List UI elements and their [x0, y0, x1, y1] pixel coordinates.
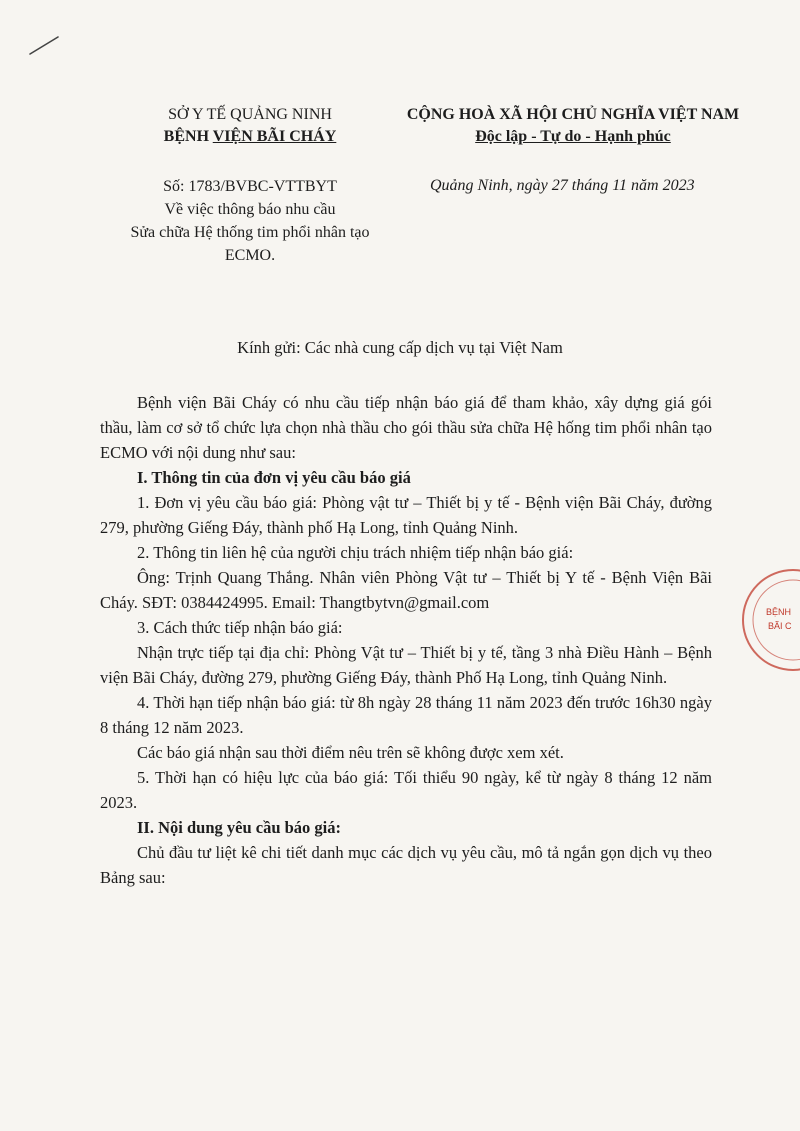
section1-item4: 4. Thời hạn tiếp nhận báo giá: từ 8h ngày 28 tháng 11 năm 2023 đến trước 16h30 ngày 8 tháng 12 năm 2023.: [100, 693, 712, 737]
document-number: Số: 1783/BVBC-VTTBYT: [163, 178, 337, 195]
stamp-text-1: BỆNH: [766, 607, 792, 617]
header-right: [378, 104, 768, 148]
document-reference: [80, 175, 420, 267]
national-motto: Độc lập - Tự do - Hạnh phúc: [475, 128, 671, 145]
subject-line-1: Về việc thông báo nhu cầu: [164, 201, 336, 218]
intro-paragraph: Bệnh viện Bãi Cháy có nhu cầu tiếp nhận báo giá để tham khảo, xây dựng giá gói thầu, làm cơ sở tổ chức lựa chọn nhà thầu cho gói thầu sửa chữa Hệ hống tim phổi nhân tạo ECMO với nội dung như sau:: [100, 393, 712, 462]
subject-line-3: ECMO.: [224, 247, 276, 264]
document-date: Quảng Ninh, ngày 27 tháng 11 năm 2023: [430, 177, 695, 194]
subject-line-2: Sửa chữa Hệ thống tim phổi nhân tạo: [130, 224, 370, 241]
hospital-name: BỆNH VIỆN BÃI CHÁY: [163, 128, 337, 145]
department-name: SỞ Y TẾ QUẢNG NINH: [168, 106, 332, 123]
section1-item2: 2. Thông tin liên hệ của người chịu trách nhiệm tiếp nhận báo giá:: [137, 543, 574, 562]
section2-text: Chủ đầu tư liệt kê chi tiết danh mục các dịch vụ yêu cầu, mô tả ngắn gọn dịch vụ theo Bảng sau:: [100, 843, 712, 887]
section1-item2-detail: Ông: Trịnh Quang Thắng. Nhân viên Phòng Vật tư – Thiết bị Y tế - Bệnh Viện Bãi Cháy. SĐT: 0384424995. Email: Thangtbytvn@gmail.com: [100, 568, 712, 612]
pen-stroke-mark: [28, 34, 60, 56]
section2-heading: II. Nội dung yêu cầu báo giá:: [137, 818, 342, 837]
stamp-text-2: BÃI C: [768, 621, 792, 631]
section1-item4-note: Các báo giá nhận sau thời điểm nêu trên sẽ không được xem xét.: [137, 743, 564, 762]
section1-item1: 1. Đơn vị yêu cầu báo giá: Phòng vật tư – Thiết bị y tế - Bệnh viện Bãi Cháy, đường 279, phường Giếng Đáy, thành phố Hạ Long, tỉnh Quảng Ninh.: [100, 493, 712, 537]
section1-heading: I. Thông tin của đơn vị yêu cầu báo giá: [137, 468, 411, 487]
section1-item3-detail: Nhận trực tiếp tại địa chỉ: Phòng Vật tư – Thiết bị y tế, tầng 3 nhà Điều Hành – Bệnh viện Bãi Cháy, đường 279, phường Giếng Đáy, thành Phố Hạ Long, tỉnh Quảng Ninh.: [100, 643, 712, 687]
header-left: [100, 104, 400, 148]
document-body: [100, 390, 712, 890]
section1-item5: 5. Thời hạn có hiệu lực của báo giá: Tối thiểu 90 ngày, kể từ ngày 8 tháng 12 năm 2023.: [100, 768, 712, 812]
section1-item3: 3. Cách thức tiếp nhận báo giá:: [137, 618, 343, 637]
national-title: CỘNG HOÀ XÃ HỘI CHỦ NGHĨA VIỆT NAM: [406, 106, 740, 123]
recipient-line: Kính gửi: Các nhà cung cấp dịch vụ tại Việt Nam: [237, 338, 563, 357]
hospital-stamp: [738, 565, 800, 675]
